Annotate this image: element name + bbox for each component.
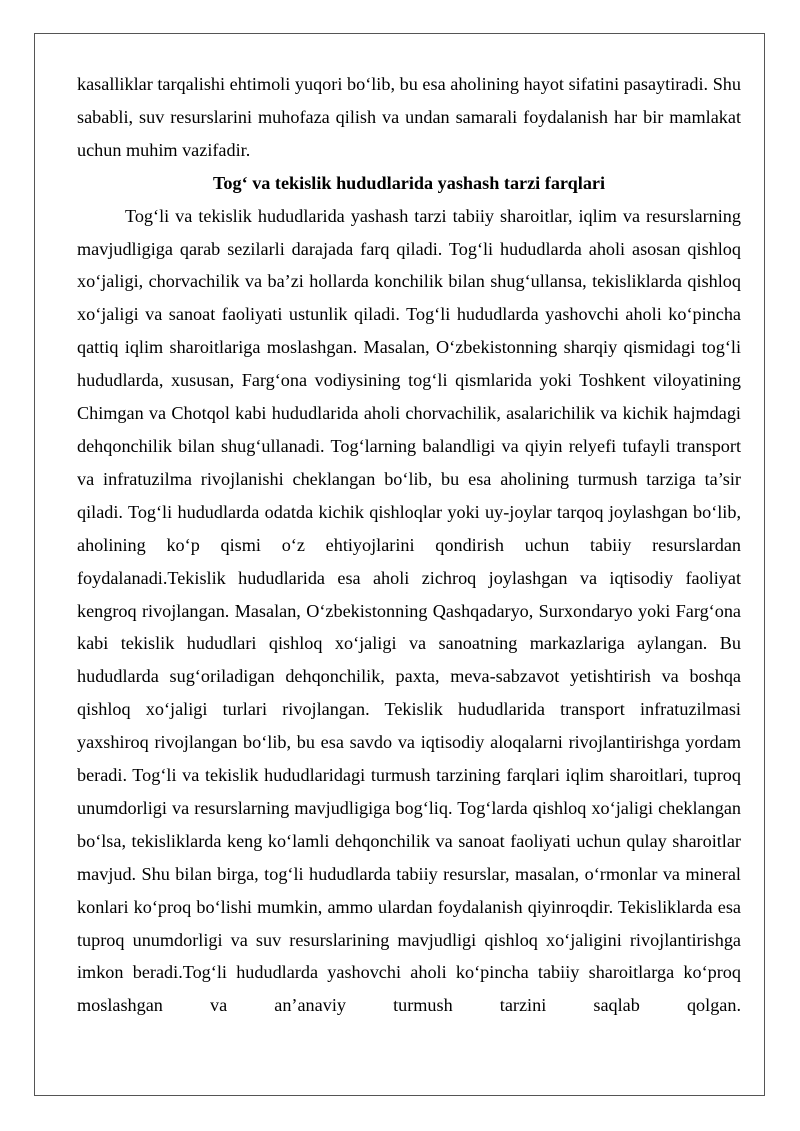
document-body [77, 68, 741, 1022]
main-paragraph: Tog‘li va tekislik hududlarida yashash tarzi tabiiy sharoitlar, iqlim va resurslarning mavjudligiga qarab sezilarli darajada farq qiladi. Tog‘li hududlarda aholi asosan qishloq xo‘jaligi, chorvachilik va ba’zi hollarda konchilik bilan shug‘ullansa, tekisliklarda qishloq xo‘jaligi va sanoat faoliyati ustunlik qiladi. Tog‘li hududlarda yashovchi aholi ko‘pincha qattiq iqlim sharoitlariga moslashgan. Masalan, O‘zbekistonning sharqiy qismidagi tog‘li hududlarda, xususan, Farg‘ona vodiysining tog‘li qismlarida yoki Toshkent viloyatining Chimgan va Chotqol kabi hududlarida aholi chorvachilik, asalarichilik va kichik hajmdagi dehqonchilik bilan shug‘ullanadi. Tog‘larning balandligi va qiyin relyefi tufayli transport va infratuzilma rivojlanishi cheklangan bo‘lib, bu esa aholining turmush tarziga ta’sir qiladi. Tog‘li hududlarda odatda kichik qishloqlar yoki uy-joylar tarqoq joylashgan bo‘lib, aholining ko‘p qismi o‘z ehtiyojlarini qondirish uchun tabiiy resurslardan foydalanadi.Tekislik hududlarida esa aholi zichroq joylashgan va iqtisodiy faoliyat kengroq rivojlangan. Masalan, O‘zbekistonning Qashqadaryo, Surxondaryo yoki Farg‘ona kabi tekislik hududlari qishloq xo‘jaligi va sanoatning markazlariga aylangan. Bu hududlarda sug‘oriladigan dehqonchilik, paxta, meva-sabzavot yetishtirish va boshqa qishloq xo‘jaligi turlari rivojlangan. Tekislik hududlarida transport infratuzilmasi yaxshiroq rivojlangan bo‘lib, bu esa savdo va iqtisodiy aloqalarni rivojlantirishga yordam beradi. Tog‘li va tekislik hududlaridagi turmush tarzining farqlari iqlim sharoitlari, tuproq unumdorligi va resurslarning mavjudligiga bog‘liq. Tog‘larda qishloq xo‘jaligi cheklangan bo‘lsa, tekisliklarda keng ko‘lamli dehqonchilik va sanoat faoliyati uchun qulay sharoitlar mavjud. Shu bilan birga, tog‘li hududlarda tabiiy resurslar, masalan, o‘rmonlar va mineral konlari ko‘proq bo‘lishi mumkin, ammo ulardan foydalanish qiyinroqdir. Tekisliklarda esa tuproq unumdorligi va suv resurslarining mavjudligi qishloq xo‘jaligini rivojlantirishga imkon beradi.Tog‘li hududlarda yashovchi aholi ko‘pincha tabiiy sharoitlarga ko‘proq moslashgan va an’anaviy turmush tarzini saqlab qolgan. [77, 205, 741, 1016]
intro-paragraph: kasalliklar tarqalishi ehtimoli yuqori bo‘lib, bu esa aholining hayot sifatini pasaytiradi. Shu sababli, suv resurslarini muhofaza qilish va undan samarali foydalanish har bir mamlakat uchun muhim vazifadir. [77, 74, 741, 160]
section-heading: Tog‘ va tekislik hududlarida yashash tarzi farqlari [212, 172, 606, 193]
